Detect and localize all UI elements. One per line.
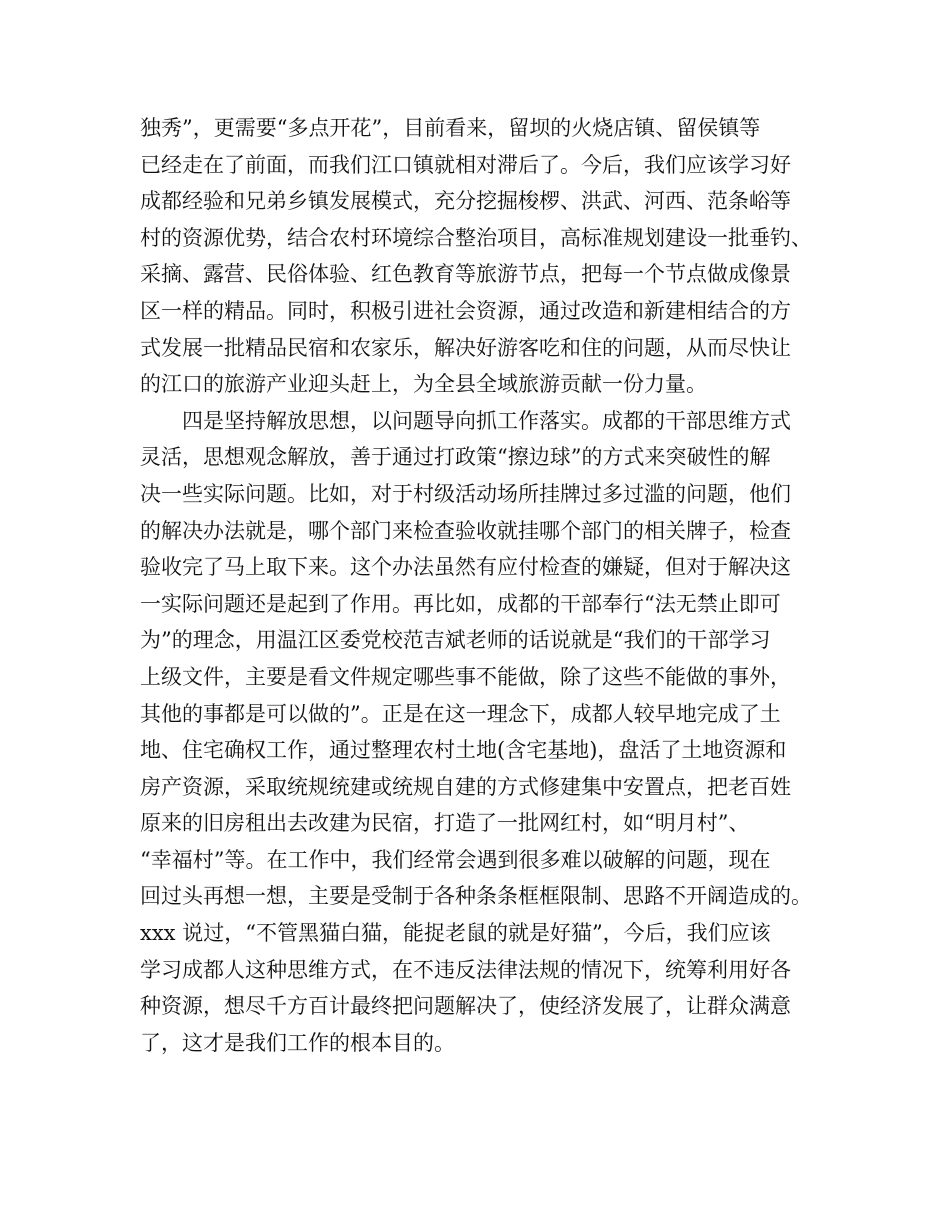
text-line: 村的资源优势，结合农村环境综合整治项目，高标准规划建设一批垂钓、 (140, 225, 812, 250)
text-line: 的解决办法就是，哪个部门来检查验收就挂哪个部门的相关牌子，检查 (140, 518, 791, 543)
text-line: 灵活，思想观念解放，善于通过打政策“擦边球”的方式来突破性的解 (140, 445, 771, 470)
text-line: 采摘、露营、民俗体验、红色教育等旅游节点，把每一个节点做成像景 (140, 262, 791, 287)
text-line: “幸福村”等。在工作中，我们经常会遇到很多难以破解的问题，现在 (140, 847, 771, 872)
text-line: 验收完了马上取下来。这个办法虽然有应付检查的嫌疑，但对于解决这 (140, 555, 791, 580)
text-line: 地、住宅确权工作，通过整理农村土地(含宅基地)，盘活了土地资源和 (140, 738, 787, 763)
document-body (140, 110, 840, 1061)
text-line: xxx 说过，“不管黑猫白猫，能捉老鼠的就是好猫”，今后，我们应该 (140, 921, 771, 946)
text-line: 式发展一批精品民宿和农家乐，解决好游客吃和住的问题，从而尽快让 (140, 335, 791, 360)
text-line: 区一样的精品。同时，积极引进社会资源，通过改造和新建相结合的方 (140, 298, 791, 323)
text-line: 已经走在了前面，而我们江口镇就相对滞后了。今后，我们应该学习好 (140, 152, 791, 177)
text-line: 成都经验和兄弟乡镇发展模式，充分挖掘梭椤、洪武、河西、范条峪等 (140, 189, 791, 214)
text-line: 房产资源，采取统规统建或统规自建的方式修建集中安置点，把老百姓 (140, 774, 791, 799)
paragraph-2 (140, 403, 840, 1062)
text-line: 种资源，想尽千方百计最终把问题解决了，使经济发展了，让群众满意 (140, 994, 791, 1019)
text-line: 其他的事都是可以做的”。正是在这一理念下，成都人较早地完成了土 (140, 701, 781, 726)
text-line: 为”的理念，用温江区委党校范吉斌老师的话说就是“我们的干部学习 (140, 628, 771, 653)
text-line: 四是坚持解放思想，以问题导向抓工作落实。成都的干部思维方式 (182, 408, 791, 433)
text-line: 上级文件，主要是看文件规定哪些事不能做，除了这些不能做的事外， (140, 664, 791, 689)
text-line: 回过头再想一想，主要是受制于各种条条框框限制、思路不开阔造成的。 (140, 884, 812, 909)
text-line: 了，这才是我们工作的根本目的。 (140, 1030, 455, 1055)
text-line: 的江口的旅游产业迎头赶上，为全县全域旅游贡献一份力量。 (140, 372, 707, 397)
text-line: 学习成都人这种思维方式，在不违反法律法规的情况下，统筹利用好各 (140, 957, 791, 982)
text-line: 一实际问题还是起到了作用。再比如，成都的干部奉行“法无禁止即可 (140, 591, 781, 616)
paragraph-1 (140, 110, 840, 403)
text-line: 决一些实际问题。比如，对于村级活动场所挂牌过多过滥的问题，他们 (140, 481, 791, 506)
text-line: 原来的旧房租出去改建为民宿，打造了一批网红村，如“明月村”、 (140, 811, 750, 836)
text-line: 独秀”，更需要“多点开花”，目前看来，留坝的火烧店镇、留侯镇等 (140, 116, 761, 140)
